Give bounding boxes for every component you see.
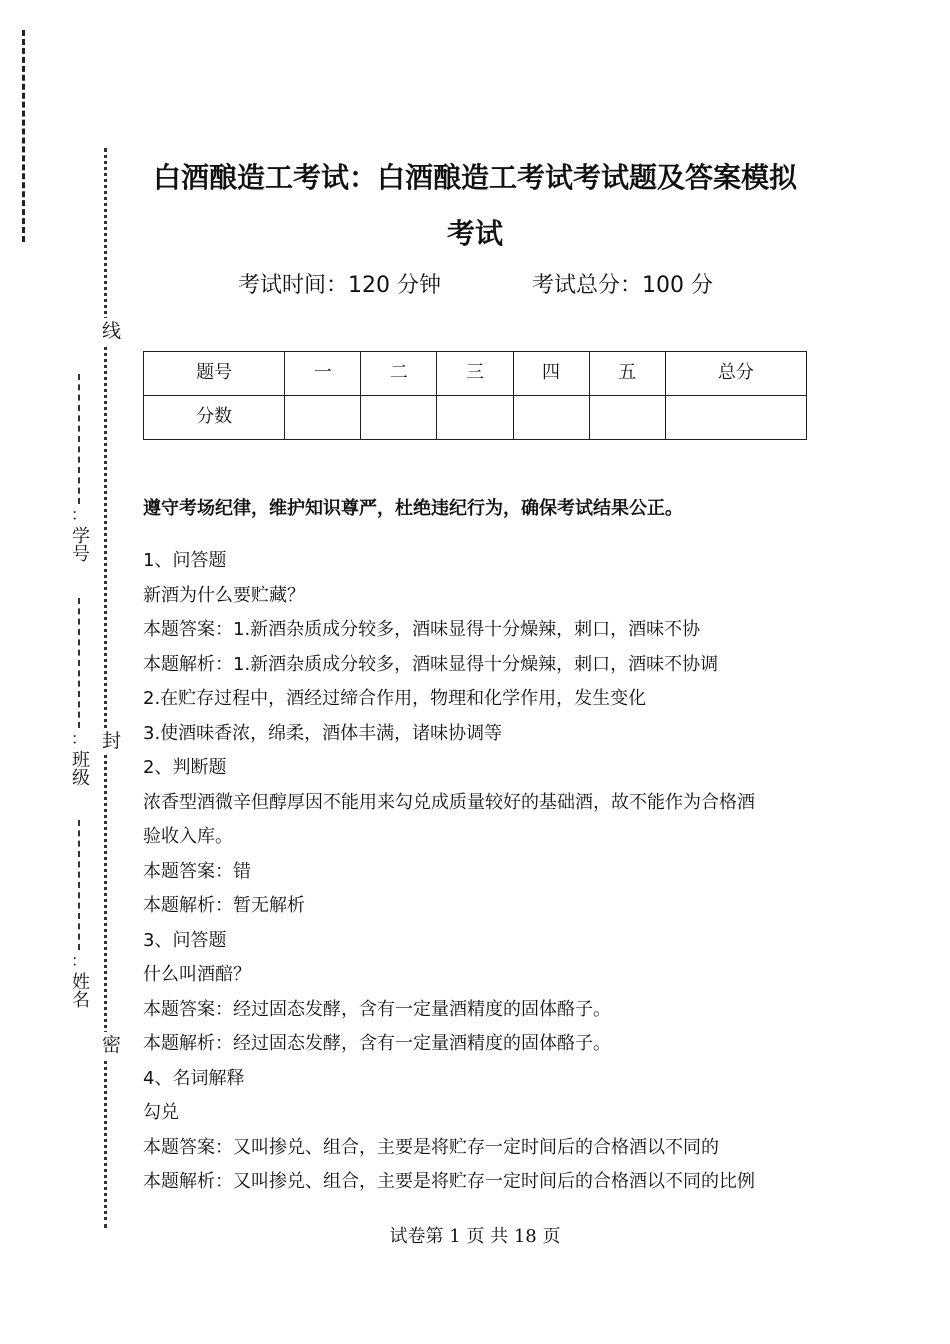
score-cell[interactable] (665, 396, 806, 440)
class-field[interactable]: ： 班级 (68, 598, 90, 786)
score-cell[interactable] (437, 396, 513, 440)
header-cell: 三 (437, 352, 513, 396)
content-line: 验收入库。 (143, 826, 233, 847)
score-table (143, 351, 807, 440)
content-line: 勾兑 (143, 1102, 179, 1123)
header-cell: 一 (285, 352, 361, 396)
name-field[interactable]: ： 姓名 (68, 820, 90, 1008)
content-line: 3.使酒味香浓，绵柔，酒体丰满，诸味协调等 (143, 722, 503, 744)
binding-dashed-line (22, 30, 25, 242)
score-cell[interactable] (513, 396, 589, 440)
content-line: 什么叫酒醅？ (143, 964, 251, 985)
content-line: 本题答案：错 (143, 860, 251, 882)
content-line: 3、问答题 (143, 929, 227, 951)
question-content (143, 544, 807, 1200)
class-underline (78, 598, 80, 728)
header-cell: 总分 (665, 352, 806, 396)
header-cell: 二 (361, 352, 437, 396)
score-cell[interactable] (285, 396, 361, 440)
content-line: 本题解析：1.新酒杂质成分较多，酒味显得十分燥辣，刺口，酒味不协调 (143, 653, 719, 675)
binding-dotted-line (104, 148, 107, 1228)
content-line: 本题答案：又叫掺兑、组合，主要是将贮存一定时间后的合格酒以不同的 (143, 1136, 719, 1158)
content-line: 本题解析：经过固态发酵，含有一定量酒精度的固体酪子。 (143, 1033, 611, 1054)
binding-secret-char: 密 (102, 1034, 122, 1056)
header-cell: 五 (589, 352, 665, 396)
binding-line-char: 线 (102, 320, 122, 342)
score-row-label: 分数 (144, 396, 285, 440)
name-underline (78, 820, 80, 950)
page-title: 白酒酿造工考试：白酒酿造工考试考试题及答案模拟考试 (152, 161, 797, 250)
exam-time: 考试时间：120 分钟 (238, 273, 441, 298)
content-line: 4、名词解释 (143, 1067, 245, 1089)
score-table-header-row (144, 352, 807, 396)
page-footer: 试卷第 1 页 共 18 页 (389, 1226, 561, 1247)
content-line: 浓香型酒微辛但醇厚因不能用来勾兑成质量较好的基础酒，故不能作为合格酒 (143, 791, 755, 813)
content-line: 1、问答题 (143, 550, 227, 571)
content-line: 2、判断题 (143, 757, 227, 778)
total-score: 考试总分：100 分 (532, 273, 713, 298)
content-line: 本题答案：经过固态发酵，含有一定量酒精度的固体酪子。 (143, 998, 611, 1020)
exam-rule-notice: 遵守考场纪律，维护知识尊严，杜绝违纪行为，确保考试结果公正。 (143, 498, 683, 519)
class-label: 班级 (69, 750, 90, 786)
content-line: 本题解析：暂无解析 (143, 895, 305, 916)
score-cell[interactable] (589, 396, 665, 440)
content-line: 新酒为什么要贮藏？ (143, 584, 305, 606)
header-cell: 四 (513, 352, 589, 396)
student-number-field[interactable]: ： 学号 (68, 374, 90, 562)
content-line: 本题答案：1.新酒杂质成分较多，酒味显得十分燥辣，刺口，酒味不协 (143, 619, 701, 640)
content-line: 2.在贮存过程中，酒经过缔合作用，物理和化学作用，发生变化 (143, 688, 647, 709)
name-label: 姓名 (69, 972, 90, 1008)
score-cell[interactable] (361, 396, 437, 440)
header-cell: 题号 (144, 352, 285, 396)
binding-seal-char: 封 (102, 730, 122, 752)
score-table-score-row (144, 396, 807, 440)
student-number-label: 学号 (69, 526, 90, 562)
content-line: 本题解析：又叫掺兑、组合，主要是将贮存一定时间后的合格酒以不同的比例 (143, 1171, 755, 1192)
student-number-underline (78, 374, 80, 504)
